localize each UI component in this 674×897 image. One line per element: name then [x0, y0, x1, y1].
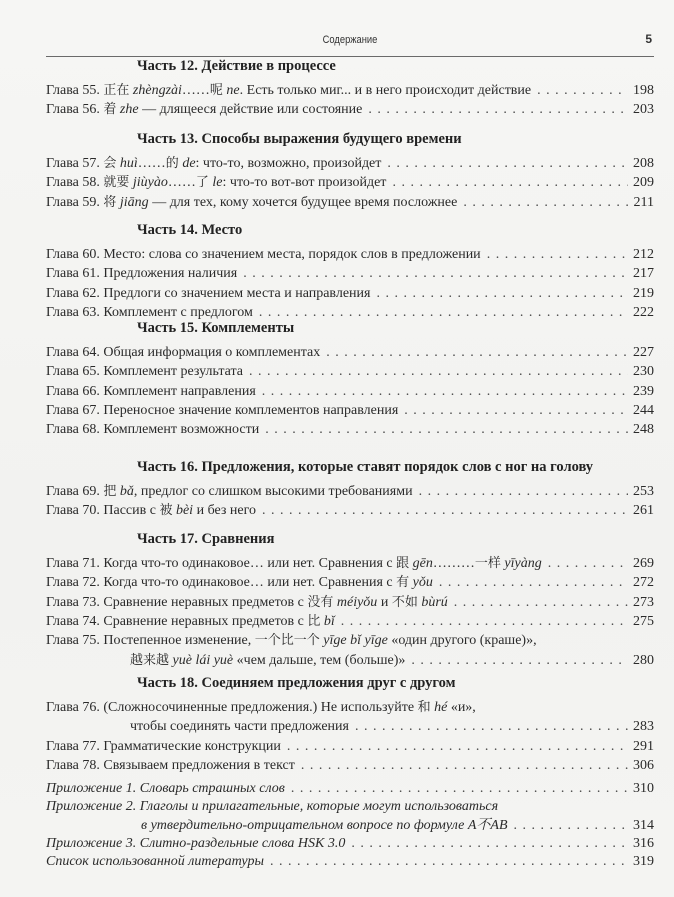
dot-leader [270, 853, 628, 871]
dot-leader [351, 835, 628, 853]
toc-entry[interactable] [46, 265, 654, 283]
toc-entry[interactable] [46, 402, 654, 420]
entry-prefix: Глава 74. Сравнение неравных предметов с [46, 613, 308, 629]
dot-leader [487, 246, 628, 264]
pinyin: méiyǒu [333, 594, 378, 610]
pinyin: yuè lái yuè [169, 652, 234, 668]
hanzi: 一个比一个 [254, 633, 320, 649]
entry-page-number: 306 [633, 757, 654, 773]
entry-text: Общая информация о комплементах [103, 345, 321, 360]
entry-page-number: 319 [633, 854, 654, 870]
dot-leader [548, 555, 628, 573]
entry-prefix: Глава 67. [46, 402, 104, 418]
hanzi: 呢 [209, 83, 223, 98]
entry-prefix: Глава 62. [46, 285, 104, 301]
dot-leader [368, 101, 628, 119]
pinyin: huì [116, 156, 138, 171]
separator: …… [181, 83, 210, 98]
entry-prefix: Глава 66. [46, 383, 104, 399]
entry-title [130, 718, 349, 736]
entry-title [46, 383, 256, 401]
pinyin: ne [222, 83, 240, 98]
hanzi: 就要 [103, 175, 130, 191]
entry-text: Предлоги со значением места и направления [103, 285, 371, 301]
entry-text: «и», [447, 700, 476, 715]
separator: …… [167, 175, 196, 191]
entry-prefix: Глава 65. [46, 364, 104, 380]
part-heading: Часть 14. Место [137, 222, 243, 238]
entry-prefix: Глава 57. [46, 156, 104, 171]
entry-page-number: 222 [633, 304, 654, 320]
entry-title [46, 82, 531, 100]
entry-prefix: Глава 64. [46, 345, 104, 360]
part-heading: Часть 13. Способы выражения будущего времени [137, 131, 462, 147]
pinyin: jiāng [116, 194, 149, 210]
dot-leader [287, 738, 628, 756]
entry-title [46, 574, 433, 592]
toc-entry[interactable] [46, 285, 654, 303]
pinyin: bǎ [116, 484, 134, 499]
entry-prefix: Глава 71. Когда что-то одинаковое… или нет. Сравнения с [46, 556, 397, 571]
pinyin: bùrú [417, 594, 448, 610]
entry-page-number: 310 [633, 781, 654, 796]
entry-title [46, 246, 481, 264]
appendix-title-continued: в утвердительно-отрицательном вопросе по формуле A不AB [141, 818, 508, 834]
entry-prefix: Глава 55. [46, 83, 104, 98]
hanzi: 着 [103, 102, 117, 118]
toc-entry[interactable] [46, 555, 654, 573]
toc-entry[interactable] [46, 699, 654, 717]
entry-page-number: 212 [633, 247, 654, 262]
hanzi: 正在 [103, 83, 130, 98]
entry-title [46, 613, 335, 631]
pinyin: le [208, 175, 223, 191]
entry-page-number: 275 [633, 613, 654, 629]
entry-prefix: Глава 63. [46, 304, 104, 320]
hanzi: 有 [396, 575, 410, 591]
separator: ……… [432, 556, 475, 571]
dot-leader [243, 265, 628, 283]
entry-prefix: Глава 72. Когда что-то одинаковое… или нет. Сравнения с [46, 575, 397, 591]
entry-text: Связываем предложения в текст [103, 757, 295, 773]
part-heading: Часть 17. Сравнения [137, 531, 275, 547]
entry-text: Переносное значение комплементов направления [103, 402, 399, 418]
entry-page-number: 316 [633, 836, 654, 852]
entry-title [46, 483, 413, 501]
toc-entry[interactable] [46, 574, 654, 592]
toc-entry[interactable] [46, 383, 654, 401]
entry-prefix: Глава 61. [46, 266, 104, 282]
dot-leader [537, 82, 628, 100]
entry-page-number: 209 [633, 175, 654, 191]
dot-leader [387, 155, 628, 173]
entry-page-number: 230 [633, 364, 654, 380]
entry-page-number: 253 [633, 484, 654, 499]
dot-leader [404, 402, 628, 420]
entry-title [130, 652, 405, 670]
entry-page-number: 198 [633, 83, 654, 98]
dot-leader [439, 574, 628, 592]
entry-title [46, 285, 370, 303]
entry-page-number: 283 [633, 719, 654, 735]
toc-entry[interactable] [46, 613, 654, 631]
entry-page-number: 272 [633, 575, 654, 591]
entry-page-number: 239 [633, 383, 654, 399]
entry-page-number: 269 [633, 556, 654, 571]
toc-entry[interactable] [46, 835, 654, 853]
entry-text: Предложения наличия [103, 266, 238, 282]
dot-leader [355, 718, 628, 736]
entry-text: и без него [193, 503, 257, 519]
entry-title [46, 265, 237, 283]
entry-title [46, 363, 243, 381]
entry-page-number: 291 [633, 738, 654, 754]
dot-leader [262, 383, 628, 401]
entry-prefix: Глава 76. (Сложносочиненные предложения.) Не используйте [46, 700, 418, 715]
entry-page-number: 219 [633, 285, 654, 301]
pinyin: yīge bǐ yīge [319, 633, 388, 649]
hanzi: 不如 [391, 594, 418, 610]
entry-title [46, 502, 256, 520]
entry-prefix: Глава 78. [46, 757, 104, 773]
hanzi: 了 [195, 175, 209, 191]
entry-page-number: 227 [633, 345, 654, 360]
dot-leader [376, 285, 628, 303]
entry-text: — для тех, кому хочется будущее время посложнее [148, 194, 458, 210]
appendix-title: Приложение 3. Слитно-раздельные слова HSK 3.0 [46, 836, 346, 852]
toc-entry[interactable] [46, 174, 654, 192]
entry-page-number: 211 [633, 194, 654, 210]
entry-text: «чем дальше, тем (больше)» [233, 652, 406, 668]
toc-entry[interactable] [46, 194, 654, 212]
toc-entry[interactable] [46, 483, 654, 501]
dot-leader [262, 502, 628, 520]
entry-prefix: Глава 60. [46, 247, 104, 262]
entry-prefix: Глава 70. Пассив с [46, 503, 160, 519]
toc-entry[interactable] [46, 101, 654, 119]
entry-title [46, 101, 362, 119]
hanzi: 的 [165, 156, 179, 171]
toc-entry[interactable] [46, 594, 654, 612]
dot-leader [341, 613, 628, 631]
entry-text: — длящееся действие или состояние [138, 102, 363, 118]
dot-leader [301, 757, 628, 775]
appendix-title: Приложение 1. Словарь страшных слов [46, 781, 285, 796]
hanzi: 一样 [474, 556, 501, 571]
entry-page-number: 273 [633, 594, 654, 610]
toc-entry[interactable] [46, 780, 654, 798]
entry-title [46, 555, 542, 573]
entry-prefix: Глава 77. [46, 738, 104, 754]
entry-text: чтобы соединять части предложения [130, 719, 349, 735]
entry-title [46, 632, 537, 650]
toc-entry[interactable] [130, 718, 654, 736]
pinyin: yǒu [409, 575, 433, 591]
entry-text: Комплемент результата [103, 364, 243, 380]
dot-leader [291, 780, 628, 798]
toc-entry[interactable] [46, 344, 654, 362]
pinyin: hé [430, 700, 448, 715]
running-head [46, 26, 654, 57]
dot-leader [392, 174, 628, 192]
entry-title [46, 174, 386, 192]
entry-page-number: 261 [633, 503, 654, 519]
toc-entry[interactable] [46, 502, 654, 520]
dot-leader [454, 594, 628, 612]
pinyin: jiùyào [129, 175, 168, 191]
dot-leader [419, 483, 628, 501]
toc-entry[interactable] [46, 246, 654, 264]
entry-text: . Есть только миг... и в него происходит действие [239, 83, 532, 98]
entry-prefix: Глава 68. [46, 422, 104, 438]
dot-leader [249, 363, 628, 381]
toc-entry[interactable] [130, 652, 654, 670]
toc-entry[interactable] [46, 632, 654, 650]
pinyin: yīyàng [500, 556, 542, 571]
pinyin: zhe [116, 102, 139, 118]
toc-entry[interactable] [46, 363, 654, 381]
hanzi: 越来越 [130, 652, 170, 668]
entry-page-number: 203 [633, 102, 654, 118]
entry-page-number: 244 [633, 402, 654, 418]
entry-page-number: 208 [633, 156, 654, 171]
page-number: 5 [645, 32, 652, 46]
hanzi: 把 [103, 484, 117, 499]
toc-entry[interactable] [141, 817, 654, 835]
dot-leader [326, 344, 628, 362]
pinyin: bǐ [320, 613, 335, 629]
appendix-title: Приложение 2. Глаголы и прилагательные, которые могут использоваться [46, 799, 499, 814]
pinyin: zhèngzài [129, 83, 182, 98]
hanzi: 比 [307, 613, 321, 629]
toc-entry[interactable] [46, 421, 654, 439]
entry-page-number: 217 [633, 266, 654, 282]
separator: …… [137, 156, 166, 171]
entry-text: Комплемент возможности [103, 422, 260, 438]
part-heading: Часть 15. Комплементы [137, 320, 295, 336]
entry-prefix: Глава 58. [46, 175, 104, 191]
entry-text: «один другого (краше)», [387, 633, 537, 649]
hanzi: 没有 [307, 594, 334, 610]
toc-entry[interactable] [46, 757, 654, 775]
entry-title [46, 757, 295, 775]
appendix-title: Список использованной литературы [46, 854, 264, 870]
hanzi: 被 [159, 503, 173, 519]
part-heading: Часть 12. Действие в процессе [137, 58, 336, 74]
entry-prefix: Глава 56. [46, 102, 104, 118]
entry-page-number: 314 [633, 818, 654, 834]
toc-entry[interactable] [46, 738, 654, 756]
entry-title [46, 738, 281, 756]
toc-entry[interactable] [46, 155, 654, 173]
entry-prefix: Глава 73. Сравнение неравных предметов с [46, 594, 308, 610]
dot-leader [411, 652, 628, 670]
pinyin: bèi [172, 503, 194, 519]
hanzi: 会 [103, 156, 117, 171]
entry-title [46, 699, 476, 717]
entry-text: : что-то вот-вот произойдет [222, 175, 387, 191]
entry-page-number: 248 [633, 422, 654, 438]
part-heading: Часть 18. Соединяем предложения друг с другом [137, 675, 456, 691]
entry-text: Комплемент с предлогом [103, 304, 253, 320]
toc-entry[interactable] [46, 798, 654, 816]
entry-prefix: Глава 75. Постепенное изменение, [46, 633, 255, 649]
hanzi: 和 [417, 700, 431, 715]
entry-text: , предлог со слишком высокими требованиями [133, 484, 413, 499]
toc-entry[interactable] [46, 82, 654, 100]
pinyin: gēn [409, 556, 433, 571]
entry-title [46, 155, 381, 173]
hanzi: 将 [103, 194, 117, 210]
entry-page-number: 280 [633, 652, 654, 668]
separator: и [377, 594, 392, 610]
entry-title [46, 594, 448, 612]
entry-text: Грамматические конструкции [103, 738, 281, 754]
entry-text: Место: слова со значением места, порядок слов в предложении [103, 247, 481, 262]
running-head-title: Содержание [322, 34, 378, 46]
entry-prefix: Глава 59. [46, 194, 104, 210]
entry-text: Комплемент направления [103, 383, 256, 399]
entry-text: : что-то, возможно, произойдет [195, 156, 382, 171]
entry-title [46, 421, 259, 439]
dot-leader [514, 817, 628, 835]
pinyin: de [178, 156, 196, 171]
entry-title [46, 194, 457, 212]
dot-leader [259, 304, 628, 322]
toc-entry[interactable] [46, 853, 654, 871]
hanzi: 跟 [396, 556, 410, 571]
entry-prefix: Глава 69. [46, 484, 104, 499]
dot-leader [265, 421, 628, 439]
entry-title [46, 402, 398, 420]
part-heading: Часть 16. Предложения, которые ставят порядок слов с ног на голову [137, 459, 594, 475]
entry-title [46, 344, 320, 362]
dot-leader [463, 194, 628, 212]
